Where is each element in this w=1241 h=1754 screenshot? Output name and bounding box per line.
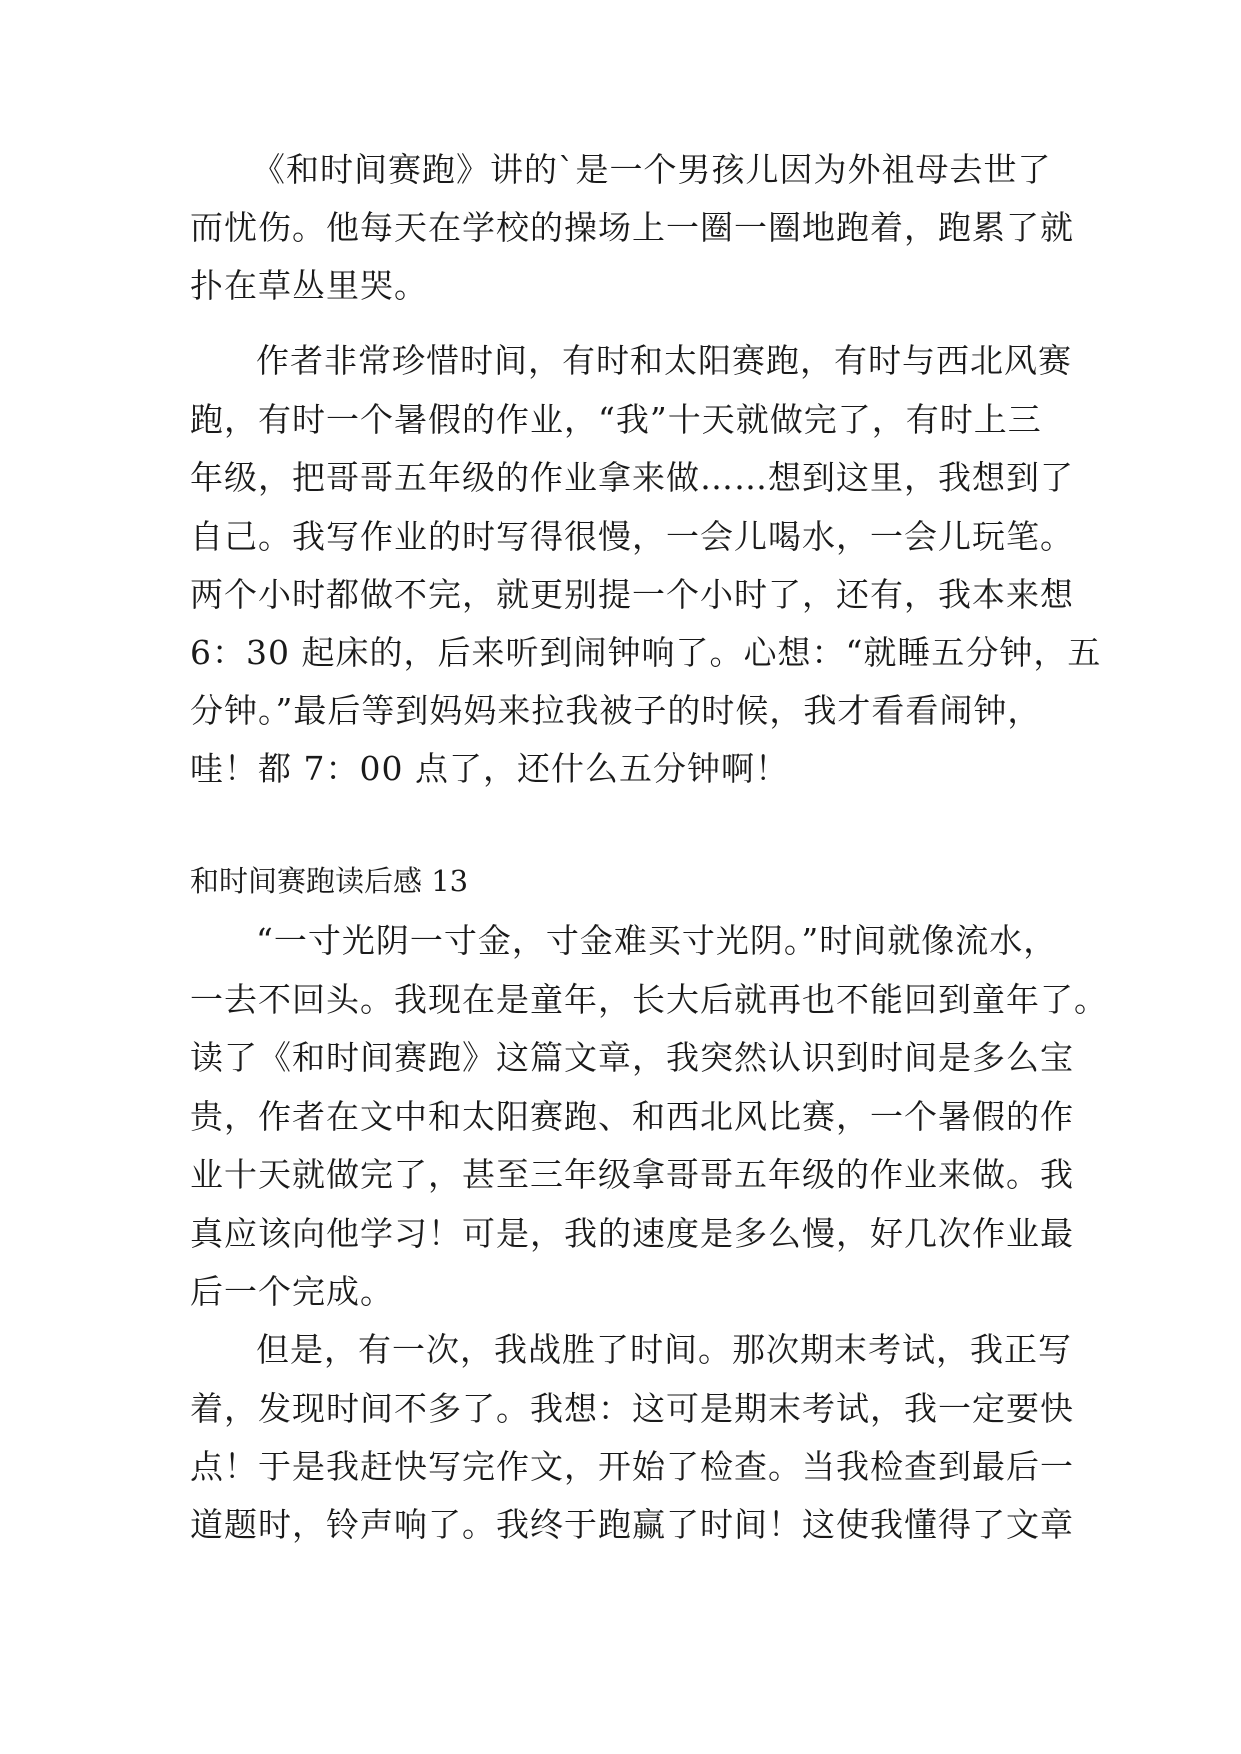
text-line: 而忧伤。他每天在学校的操场上一圈一圈地跑着，跑累了就: [190, 208, 1074, 247]
text-line: 年级，把哥哥五年级的作业拿来做……想到这里，我想到了: [190, 458, 1074, 497]
section-title: 和时间赛跑读后感 13: [190, 864, 469, 898]
text-line: 两个小时都做不完，就更别提一个小时了，还有，我本来想: [190, 575, 1074, 614]
text-line: 真应该向他学习！可是，我的速度是多么慢，好几次作业最: [190, 1214, 1074, 1253]
text-line: 贵，作者在文中和太阳赛跑、和西北风比赛，一个暑假的作: [190, 1097, 1074, 1136]
text-line: 哇！都 7：00 点了，还什么五分钟啊！: [190, 749, 789, 788]
text-line: 但是，有一次，我战胜了时间。那次期末考试，我正写: [256, 1330, 1072, 1369]
text-line: 读了《和时间赛跑》这篇文章，我突然认识到时间是多么宝: [190, 1038, 1074, 1077]
text-line: “一寸光阴一寸金，寸金难买寸光阴。”时间就像流水，: [256, 921, 1058, 960]
text-line: 分钟。”最后等到妈妈来拉我被子的时候，我才看看闹钟，: [190, 691, 1042, 730]
text-line: 扑在草丛里哭。: [190, 266, 428, 305]
text-line: 自己。我写作业的时写得很慢，一会儿喝水，一会儿玩笔。: [190, 517, 1074, 556]
text-line: 业十天就做完了，甚至三年级拿哥哥五年级的作业来做。我: [190, 1155, 1074, 1194]
text-line: 作者非常珍惜时间，有时和太阳赛跑，有时与西北风赛: [256, 341, 1072, 380]
text-line: 点！于是我赶快写完作文，开始了检查。当我检查到最后一: [190, 1447, 1074, 1486]
text-line: 着，发现时间不多了。我想：这可是期末考试，我一定要快: [190, 1389, 1074, 1428]
text-line: 道题时，铃声响了。我终于跑赢了时间！这使我懂得了文章: [190, 1505, 1074, 1544]
text-line: 后一个完成。: [190, 1272, 394, 1311]
text-line: 《和时间赛跑》讲的`是一个男孩儿因为外祖母去世了: [252, 150, 1052, 189]
text-line: 6：30 起床的，后来听到闹钟响了。心想：“就睡五分钟，五: [190, 633, 1102, 672]
text-line: 跑，有时一个暑假的作业，“我”十天就做完了，有时上三: [190, 400, 1042, 439]
text-line: 一去不回头。我现在是童年，长大后就再也不能回到童年了。: [190, 980, 1108, 1019]
